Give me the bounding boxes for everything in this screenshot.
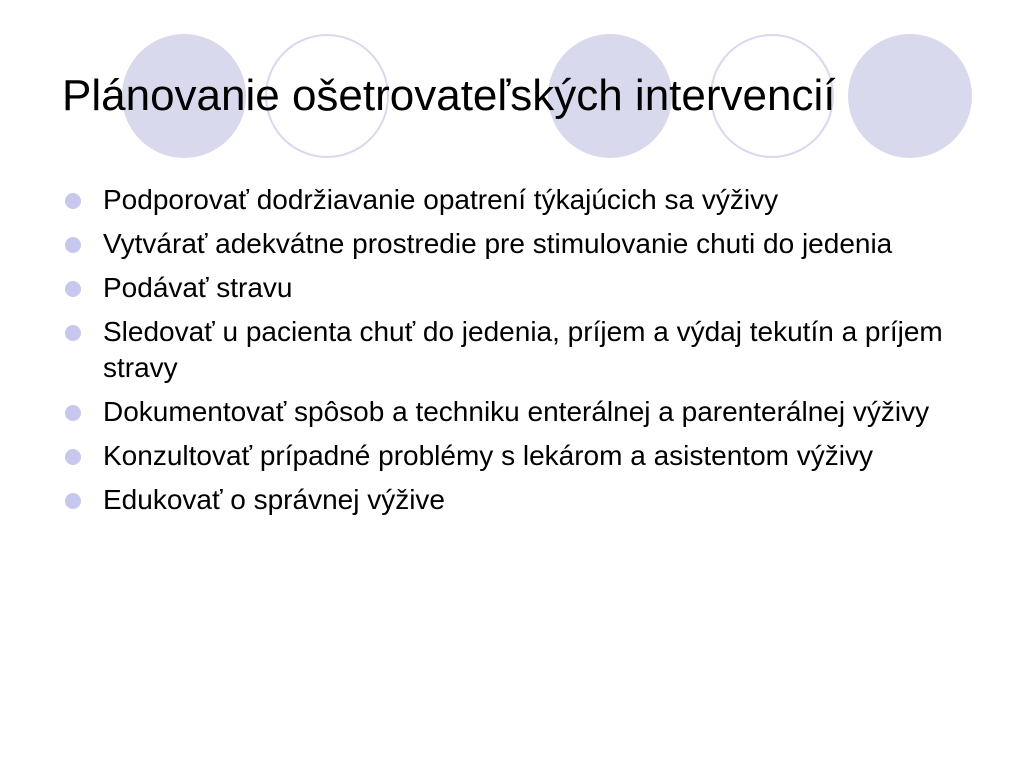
- bullet-list: [62, 182, 962, 526]
- bullet-item: [62, 438, 962, 474]
- bullet-item: [62, 394, 962, 430]
- slide-title: Plánovanie ošetrovateľských intervencií: [62, 71, 836, 120]
- bullet-item: [62, 270, 962, 306]
- decorative-circle-5: [848, 34, 972, 158]
- bullet-icon: [65, 449, 81, 465]
- bullet-text: Podporovať dodržiavanie opatrení týkajúcich sa výživy: [103, 184, 779, 215]
- bullet-text: Dokumentovať spôsob a techniku enterálnej a parenterálnej výživy: [103, 396, 930, 427]
- bullet-text: Konzultovať prípadné problémy s lekárom a asistentom výživy: [103, 440, 873, 471]
- bullet-icon: [65, 193, 81, 209]
- bullet-icon: [65, 493, 81, 509]
- bullet-item: [62, 482, 962, 518]
- bullet-text: Podávať stravu: [103, 272, 293, 303]
- bullet-icon: [65, 237, 81, 253]
- bullet-item: [62, 226, 962, 262]
- bullet-item: [62, 314, 962, 386]
- bullet-text: Sledovať u pacienta chuť do jedenia, príjem a výdaj tekutín a príjem stravy: [103, 316, 943, 383]
- bullet-item: [62, 182, 962, 218]
- bullet-icon: [65, 405, 81, 421]
- bullet-icon: [65, 325, 81, 341]
- bullet-icon: [65, 281, 81, 297]
- bullet-text: Edukovať o správnej výžive: [103, 484, 446, 515]
- bullet-text: Vytvárať adekvátne prostredie pre stimulovanie chuti do jedenia: [103, 228, 893, 259]
